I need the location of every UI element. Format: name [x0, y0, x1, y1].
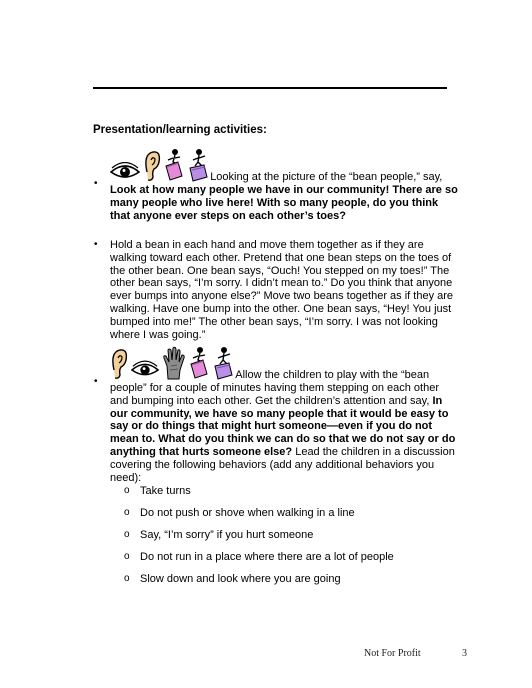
- bean-person-icon: [212, 346, 234, 380]
- sub-item-3: [124, 529, 314, 541]
- sub-item-text: Say, “I’m sorry” if you hurt someone: [140, 529, 314, 541]
- sub-item-text: Do not push or shove when walking in a line: [140, 507, 355, 519]
- sub-item-4: [124, 551, 394, 563]
- bullet-mark: •: [94, 239, 98, 250]
- eye-icon: [131, 360, 159, 380]
- ear-icon: [143, 150, 161, 182]
- footer-label: Not For Profit: [364, 648, 421, 659]
- bullet-3-bold-text: In our community, we have so many people that it would be easy to say or do things that might hurt someone—even if you do not mean to. What do you think we can do so that we do not say or do anything that hurts someone else?: [110, 394, 456, 458]
- bullet-2-text: Hold a bean in each hand and move them together as if they are walking toward each other. Pretend that one bean steps on the toes of the other bean. One bean says, “Ouch! You stepped on my toes!” The other bean says, “I’m sorry. I didn’t mean to.” Do you think that anyone ever bumps into anyone else?” Move two beans together as if they are walking. Have one bump into the other. One bean says, “Hey! You just bumped into me!” The other bean says, “I’m sorry. I was not looking where I was going.”: [110, 239, 454, 341]
- page-number: 3: [462, 648, 467, 659]
- section-heading: Presentation/learning activities:: [93, 124, 267, 136]
- bullet-mark: •: [94, 376, 98, 387]
- sub-item-2: [124, 507, 355, 519]
- sub-bullet-mark: o: [124, 485, 130, 496]
- sub-item-text: Slow down and look where you are going: [140, 573, 341, 585]
- ear-icon: [110, 348, 128, 380]
- bullet-1-bold-text: Look at how many people we have in our community! There are so many people who live here! With so many people, do you think that anyone ever steps on each other’s toes?: [110, 184, 458, 222]
- eye-icon: [110, 162, 140, 182]
- bullet-mark: •: [94, 178, 98, 189]
- sub-bullet-mark: o: [124, 573, 130, 584]
- header-rule: [93, 87, 447, 89]
- bullet-item-3: [94, 346, 458, 484]
- bullet-3-text: Allow the children to play with the “bean people” for a couple of minutes having them stepping on each other and bumping into each other. Get the children’s attention and say,: [110, 369, 439, 407]
- bullet-item-2: [94, 239, 458, 341]
- bean-person-icon: [164, 148, 184, 182]
- hand-icon: [162, 346, 186, 380]
- bullet-3-trailing-text: Lead the children in a discussion covering the following behaviors (add any additional behaviors you need):: [110, 445, 455, 484]
- bean-person-icon: [187, 148, 209, 182]
- sub-bullet-mark: o: [124, 551, 130, 562]
- sub-bullet-mark: o: [124, 507, 130, 518]
- sub-item-text: Do not run in a place where there are a lot of people: [140, 551, 394, 563]
- bullet-1-text: Looking at the picture of the “bean people,” say,: [210, 171, 443, 184]
- bean-person-icon: [189, 346, 209, 380]
- bullet-item-1: [94, 148, 458, 222]
- sub-bullet-mark: o: [124, 529, 130, 540]
- sensory-icons: [110, 346, 234, 382]
- sub-item-5: [124, 573, 341, 585]
- sub-item-text: Take turns: [140, 485, 191, 497]
- sub-item-1: [124, 485, 191, 497]
- sensory-icons: [110, 148, 209, 184]
